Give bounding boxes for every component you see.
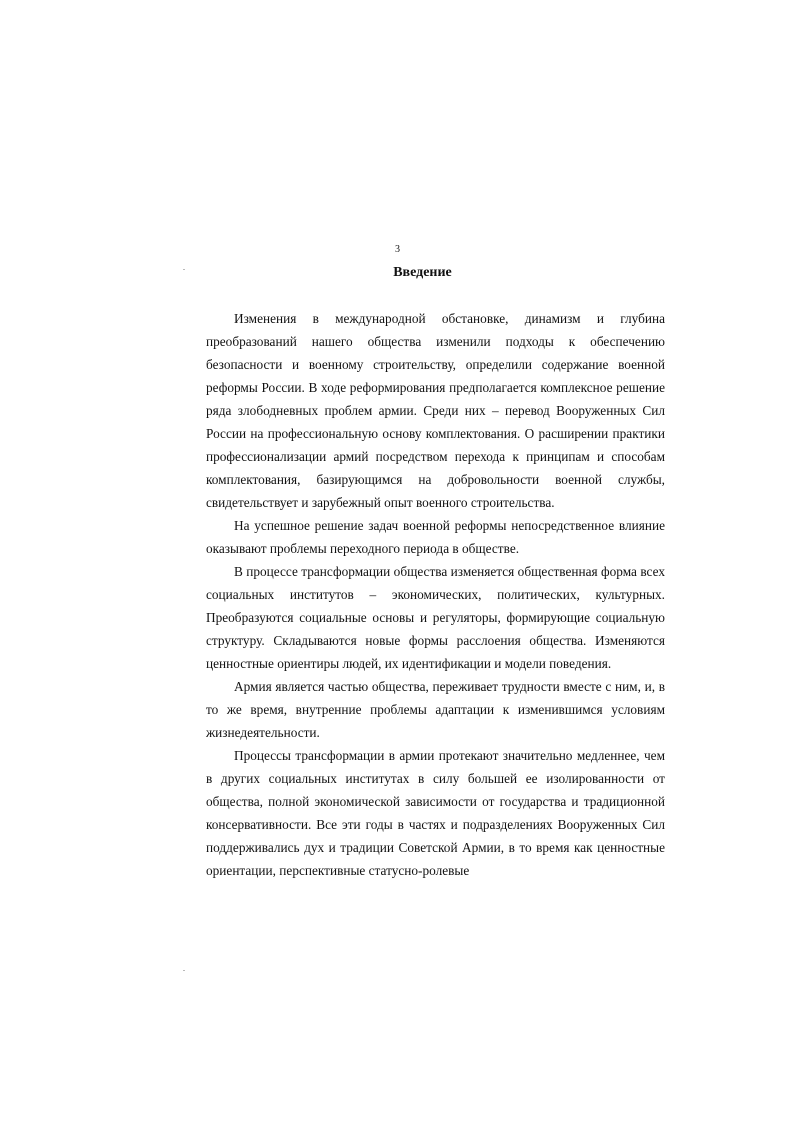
- paragraph: Армия является частью общества, переживает трудности вместе с ним, и, в то же время, внутренние проблемы адаптации к изменившимся условиям жизнедеятельности.: [206, 679, 665, 740]
- body-text: [206, 307, 665, 882]
- scan-speck: [183, 970, 185, 971]
- page-title: Введение: [393, 265, 452, 280]
- paragraph: Процессы трансформации в армии протекают значительно медленнее, чем в других социальных институтах в силу большей ее изолированности от общества, полной экономической зависимости от государства и традиционной консервативности. Все эти годы в частях и подразделениях Вооруженных Сил поддерживались дух и традиции Советской Армии, в то время как ценностные ориентации, перспективные статусно-ролевые: [206, 748, 665, 878]
- scan-speck: [183, 269, 185, 270]
- page-number: 3: [395, 244, 400, 255]
- paragraph: Изменения в международной обстановке, динамизм и глубина преобразований нашего общества изменили подходы к обеспечению безопасности и военному строительству, определили содержание военной реформы России. В ходе реформирования предполагается комплексное решение ряда злободневных проблем армии. Среди них – перевод Вооруженных Сил России на профессиональную основу комплектования. О расширении практики профессионализации армий посредством перехода к принципам и способам комплектования, базирующимся на добровольности военной службы, свидетельствует и зарубежный опыт военного строительства.: [206, 311, 665, 510]
- paragraph: На успешное решение задач военной реформы непосредственное влияние оказывают проблемы переходного периода в обществе.: [206, 518, 665, 556]
- paragraph: В процессе трансформации общества изменяется общественная форма всех социальных институтов – экономических, политических, культурных. Преобразуются социальные основы и регуляторы, формирующие социальную структуру. Складываются новые формы расслоения общества. Изменяются ценностные ориентиры людей, их идентификации и модели поведения.: [206, 564, 665, 671]
